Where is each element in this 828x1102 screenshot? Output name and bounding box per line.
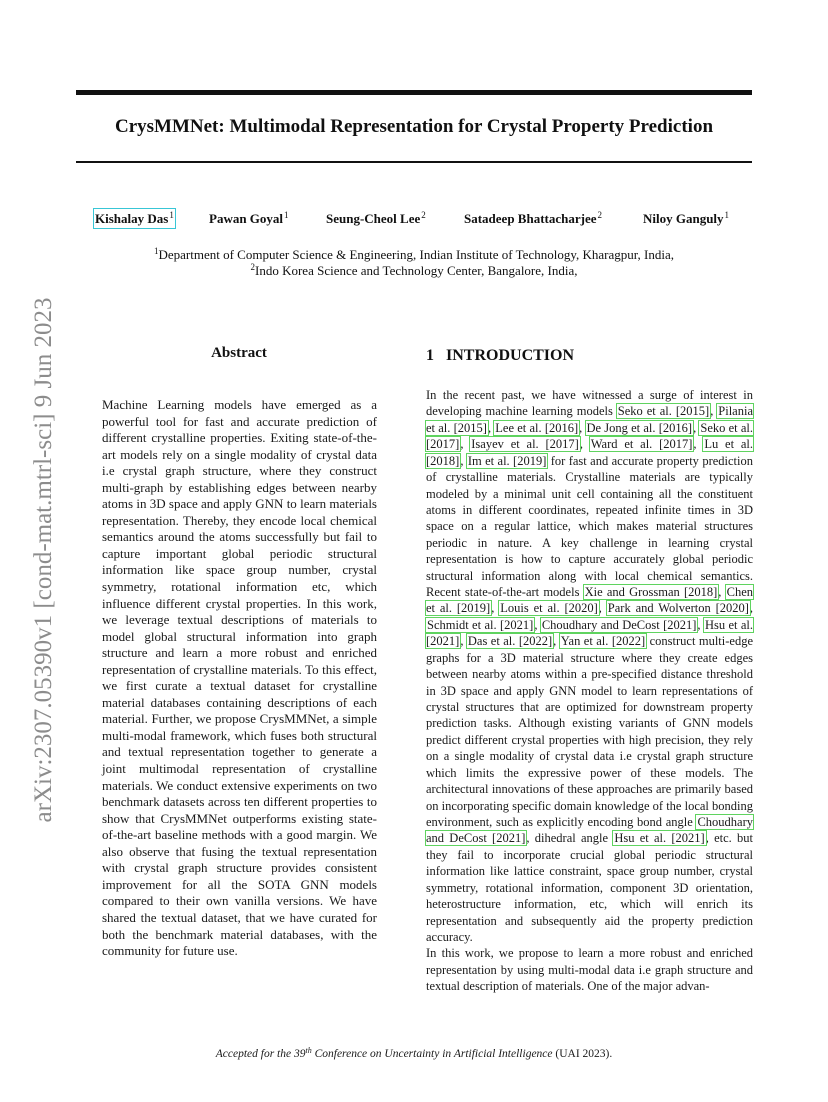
text-run: In the recent past, we have witnessed a surge of interest in developing machine learning models [426, 388, 753, 419]
abstract-text: Machine Learning models have emerged as a powerful tool for fast and accurate prediction of different crystalline properties. Exiting state-of-the-art models rely on a single modality of crystal data i.e crystal graph structure, where they construct multi-graph by establishing edges between nearby atoms in 3D space and apply GNN to learn materials representation. Thereby, they encode local chemical semantics around the atoms successfully but fail to capture important global periodic structural information like space group number, crystal symmetry, rotational information etc, which influence different crystal properties. In this work, we leverage textual descriptions of materials to model global structural information into graph structure and learn a more robust and enriched representation of crystalline materials. To this effect, we first curate a textual dataset for crystalline material databases containing descriptions of each material. Further, we propose CrysMMNet, a simple multi-modal framework, which fuses both structural and textual representation together to generate a joint multimodal representation of crystalline materials. We conduct extensive experiments on two benchmark datasets across ten different properties to show that CrysMMNet outperforms existing state-of-the-art baseline methods with a good margin. We also observe that fusing the textual representation with crystal graph structure provides consistent improvement for all the SOTA GNN models compared to their own vanilla versions. We have shared the textual dataset, that we have curated for both the benchmark material databases, with the community for future use. [102, 397, 377, 959]
citation-link[interactable]: Lu et al. [2018] [426, 437, 754, 468]
citation-link[interactable]: Lee et al. [2016] [495, 420, 579, 435]
text-run: , [553, 634, 560, 649]
citation-link[interactable]: Xie and Grossman [2018] [584, 585, 718, 600]
text-run: , [718, 585, 726, 600]
citation-link[interactable]: Louis et al. [2020] [500, 601, 598, 616]
citation-link[interactable]: Yan et al. [2022] [560, 634, 646, 649]
text-run: , [487, 420, 495, 435]
citation-link[interactable]: Im et al. [2019] [467, 453, 547, 468]
citation-link[interactable]: Isayev et al. [2017] [471, 437, 579, 452]
abstract-heading: Abstract [211, 345, 267, 361]
text-run: , [697, 617, 704, 632]
citation-link[interactable]: Pilania et al. [2015] [426, 404, 753, 435]
introduction-body [426, 387, 753, 995]
text-run: , [460, 437, 471, 452]
author-pawan-goyal: Pawan Goyal$^1$ [209, 210, 289, 226]
citation-link[interactable]: Park and Wolverton [2020] [607, 601, 749, 616]
citation-link[interactable]: Hsu et al. [2021] [614, 831, 705, 846]
author-kishalay-das[interactable]: Kishalay Das$^1$ [95, 210, 174, 226]
citation-link[interactable]: Choudhary and DeCost [2021] [541, 617, 697, 632]
text-run: , [749, 601, 754, 616]
text-run: , dihedral angle [526, 831, 614, 846]
text-run: , [534, 617, 541, 632]
text-run: , [693, 420, 700, 435]
citation-link[interactable]: Schmidt et al. [2021] [427, 617, 534, 632]
citation-link[interactable]: Ward et al. [2017] [590, 437, 693, 452]
paper-title: CrysMMNet: Multimodal Representation for Crystal Property Prediction [114, 116, 714, 137]
author-niloy-ganguly: Niloy Ganguly$^1$ [643, 210, 730, 226]
affiliation-2: $^2$Indo Korea Science and Technology Center, Bangalore, India, [250, 262, 578, 278]
section-heading-introduction: 1 INTRODUCTION [426, 347, 575, 364]
citation-link[interactable]: De Jong et al. [2016] [586, 420, 693, 435]
title-top-rule [76, 90, 752, 95]
text-run: , [460, 453, 467, 468]
text-run: , [693, 437, 704, 452]
citation-link[interactable]: Chen et al. [2019] [426, 585, 753, 616]
text-run: , [579, 420, 586, 435]
affiliation-1: $^1$Department of Computer Science & Engineering, Indian Institute of Technology, Kharagpur, India, [153, 246, 675, 262]
text-run: , etc. but they fail to incorporate crucial global periodic structural information like lattice constraint, space group number, crystal symmetry, rotational information, component 3D orientation, heterostructure information, etc, which will enrich its representation and subsequently aid the property prediction accuracy. [426, 831, 754, 944]
text-run: , [579, 437, 590, 452]
text-run: , [710, 404, 718, 419]
text-run: , [460, 634, 467, 649]
author-seung-cheol-lee: Seung-Cheol Lee$^2$ [326, 210, 426, 226]
citation-link[interactable]: Das et al. [2022] [467, 634, 553, 649]
introduction-paragraph-2: In this work, we propose to learn a more robust and enriched representation by using multi-modal data i.e graph structure and textual description of materials. One of the major advan- [426, 946, 753, 994]
text-run: , [598, 601, 607, 616]
text-run: construct multi-edge graphs for a 3D material structure where they create edges between nearby atoms within a pre-specified distance threshold in 3D space and apply GNN model to learn representations of crystal structures that are optimized for downstream property prediction tasks. Although existing variants of GNN models predict different crystal properties with high precision, they rely on a single modality of crystal data i.e crystal graph structure which limits the expressive power of these models. The architectural innovations of these approaches are primarily based on incorporating specific domain knowledge of the local bonding environment, such as explicitly encoding bond angle [426, 634, 754, 829]
author-list [92, 210, 752, 230]
introduction-paragraph-1 [426, 387, 753, 945]
text-run: for fast and accurate property prediction of crystalline materials. Crystalline materials are typically modeled by a minimal unit cell containing all the constituent atoms in different coordinates, repeated infinite times in 3D space on a regular lattice, which makes material structures periodic in nature. A key challenge in learning crystal representation is how to capture accurately global periodic structural information along with local chemical semantics. Recent state-of-the-art models [426, 453, 753, 600]
citation-link[interactable]: Choudhary and DeCost [2021] [426, 814, 753, 846]
text-run: , [491, 601, 500, 616]
citation-link[interactable]: Seko et al. [2015] [617, 404, 710, 419]
citation-link[interactable]: Seko et al. [2017] [426, 420, 754, 452]
arxiv-identifier-stamp: arXiv:2307.05390v1 [cond-mat.mtrl-sci] 9 Jun 2023 [30, 297, 57, 823]
author-satadeep-bhattacharjee: Satadeep Bhattacharjee$^2$ [464, 210, 603, 226]
citation-link[interactable]: Hsu et al. [2021] [426, 617, 754, 649]
title-bottom-rule [76, 161, 752, 163]
footer-acceptance-note: Accepted for the 39th Conference on Uncertainty in Artificial Intelligence (UAI 2023). [215, 1046, 613, 1060]
